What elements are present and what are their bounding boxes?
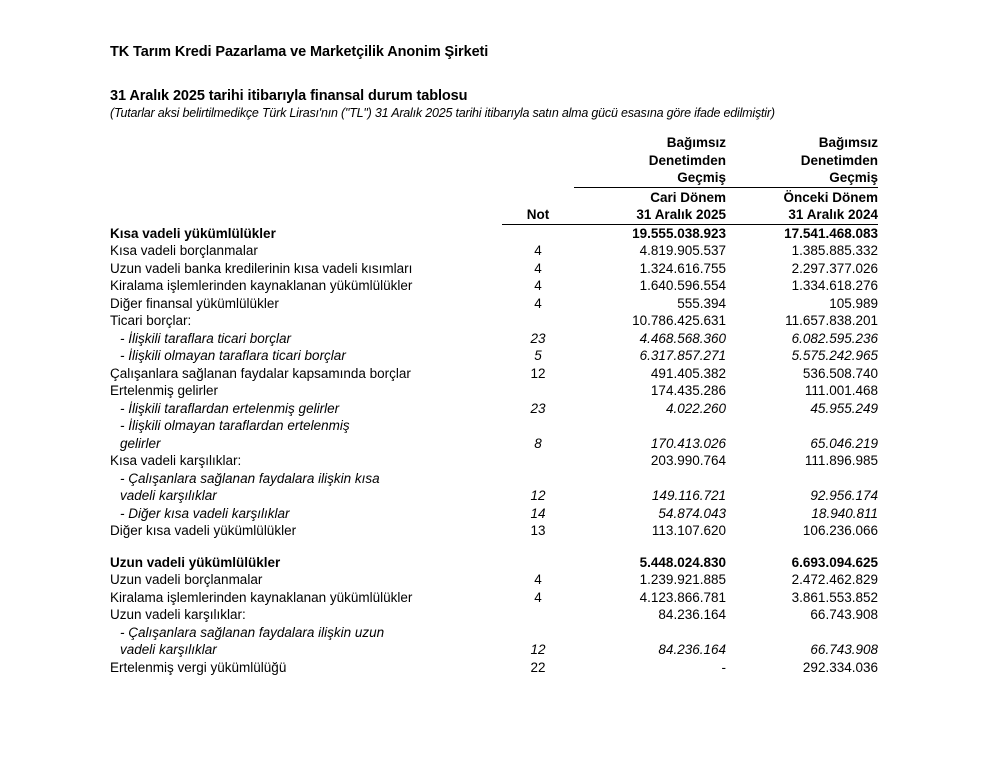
row-label: Uzun vadeli banka kredilerinin kısa vadeli kısımları [110,260,413,276]
header-current-line-4: Cari Dönem [650,189,726,205]
table-row [110,589,878,607]
row-label: - Çalışanlara sağlanan faydalara ilişkin kısa vadeli karşılıklar [120,470,380,503]
row-previous-value: 536.508.740 [802,365,878,381]
row-previous-value: 65.046.219 [810,435,878,451]
header-row-2 [110,152,878,170]
section-total-current: 19.555.038.923 [632,225,726,241]
row-current-value: 4.022.260 [665,400,726,416]
table-row [110,312,878,330]
row-note [502,312,574,330]
row-label: Ticari borçlar: [110,313,192,328]
row-current-value: 84.236.164 [658,607,726,622]
row-label: Uzun vadeli borçlanmalar [110,572,263,587]
row-current-value: 10.786.425.631 [632,313,726,328]
row-current-value: - [721,659,726,675]
row-previous-value: 292.334.036 [802,659,878,675]
row-label: Uzun vadeli karşılıklar: [110,607,246,622]
row-previous-value: 45.955.249 [810,400,878,416]
header-spacer-2 [110,152,502,170]
row-previous-value: 1.334.618.276 [791,278,878,293]
row-previous-value: 106.236.066 [802,523,878,538]
row-note [502,606,574,624]
row-label: Kiralama işlemlerinden kaynaklanan yükümlülükler [110,589,413,605]
row-previous-value: 3.861.553.852 [791,589,878,605]
table-row [110,242,878,260]
row-current-value: 84.236.164 [658,642,726,657]
header-spacer-note-2 [502,152,574,170]
table-row [110,400,878,418]
row-label: Kiralama işlemlerinden kaynaklanan yükümlülükler [110,278,413,293]
row-previous-value: 1.385.885.332 [791,243,878,258]
row-note: 5 [534,348,542,363]
row-current-value: 6.317.857.271 [639,348,726,363]
row-note: 8 [534,435,542,451]
row-previous-value: 18.940.811 [811,505,878,521]
row-previous-value: 66.743.908 [810,642,878,657]
row-previous-value: 2.297.377.026 [791,260,878,276]
section-total-previous: 6.693.094.625 [791,554,878,570]
row-previous-value: 92.956.174 [810,488,878,503]
header-previous-line-4: Önceki Dönem [783,189,878,205]
header-current-line-1: Bağımsız [666,135,726,150]
row-label: Kısa vadeli karşılıklar: [110,453,242,468]
section-note [502,554,574,572]
section-note [502,224,574,242]
row-current-value: 4.819.905.537 [639,243,726,258]
row-current-value: 555.394 [677,295,726,311]
row-previous-value: 111.896.985 [804,453,878,468]
header-previous-line-5: 31 Aralık 2024 [726,206,878,224]
row-previous-value: 66.743.908 [810,607,878,622]
table-row [110,659,878,677]
row-previous-value: 5.575.242.965 [791,348,878,363]
table-row [110,571,878,589]
table-row [110,382,878,400]
row-previous-value: 105.989 [829,295,878,311]
row-previous-value: 111.001.468 [804,383,878,398]
row-label: Diğer finansal yükümlülükler [110,295,279,311]
header-row-3 [110,169,878,187]
table-body [110,224,878,676]
row-current-value: 203.990.764 [650,453,726,468]
row-current-value: 4.123.866.781 [639,589,726,605]
table-row [110,295,878,313]
row-note: 4 [534,243,542,258]
row-previous-value: 11.657.838.201 [785,313,878,328]
section-total-previous: 17.541.468.083 [784,225,878,241]
row-note: 22 [530,659,546,675]
header-previous-line-3: Geçmiş [726,169,878,187]
row-note: 14 [530,505,546,521]
row-note: 12 [530,488,546,503]
header-spacer [110,134,502,152]
row-label: Çalışanlara sağlanan faydalar kapsamında borçlar [110,365,411,381]
row-current-value: 491.405.382 [650,365,726,381]
row-label: - İlişkili taraflara ticari borçlar [120,330,292,346]
row-note: 23 [530,330,546,346]
header-current-line-2: Denetimden [648,152,726,168]
table-row [110,606,878,624]
header-previous-line-2: Denetimden [800,152,878,168]
section-title: Kısa vadeli yükümlülükler [110,225,276,241]
financial-position-table [110,134,878,676]
section-total-row [110,554,878,572]
header-spacer-5 [110,206,502,224]
row-note: 4 [534,278,542,293]
header-spacer-4 [110,187,502,206]
row-current-value: 1.640.596.554 [639,278,726,293]
row-note: 4 [534,295,542,311]
table-row [110,470,878,505]
row-previous-value: 6.082.595.236 [791,330,878,346]
row-note: 13 [530,523,546,538]
section-total-row [110,224,878,242]
table-row [110,452,878,470]
row-previous-value: 2.472.462.829 [791,572,878,587]
row-note: 12 [530,642,546,657]
row-current-value: 113.107.620 [651,523,726,538]
table-header-group [110,134,878,224]
table-row [110,417,878,452]
row-note [502,382,574,400]
table-row [110,624,878,659]
table-row [110,347,878,365]
row-label: - İlişkili taraflardan ertelenmiş gelirler [120,400,340,416]
header-previous-line-1: Bağımsız [818,135,878,150]
table-row [110,330,878,348]
row-current-value: 170.413.026 [650,435,726,451]
row-label: Kısa vadeli borçlanmalar [110,243,258,258]
section-gap [110,540,878,554]
row-note: 4 [534,589,542,605]
header-spacer-3 [110,169,502,187]
row-note: 12 [530,365,546,381]
row-label: Ertelenmiş gelirler [110,383,219,398]
header-row-4 [110,187,878,206]
row-label: - İlişkili olmayan taraflardan ertelenmiş gelirler [120,418,350,451]
row-label: Diğer kısa vadeli yükümlülükler [110,523,297,538]
table-row [110,365,878,383]
header-note-label: Not [502,206,574,224]
row-current-value: 4.468.568.360 [639,330,726,346]
row-note: 4 [534,572,542,587]
row-current-value: 174.435.286 [650,383,726,398]
section-total-current: 5.448.024.830 [639,554,726,570]
statement-title: 31 Aralık 2025 tarihi itibarıyla finansal durum tablosu [110,88,468,104]
row-label: - Diğer kısa vadeli karşılıklar [120,505,290,521]
header-current-line-5: 31 Aralık 2025 [574,206,726,224]
row-current-value: 1.239.921.885 [639,572,726,587]
table-row [110,505,878,523]
company-name: TK Tarım Kredi Pazarlama ve Marketçilik Anonim Şirketi [110,44,489,60]
row-current-value: 149.116.721 [651,488,726,503]
header-row-1 [110,134,878,152]
row-label: - İlişkili olmayan taraflara ticari borçlar [120,348,346,363]
section-title: Uzun vadeli yükümlülükler [110,554,281,570]
row-label: Ertelenmiş vergi yükümlülüğü [110,659,287,675]
row-note: 4 [534,260,542,276]
header-spacer-note [502,134,574,152]
statement-subtitle: (Tutarlar aksi belirtilmedikçe Türk Lirası'nın ("TL") 31 Aralık 2025 tarihi itibarıyla satın alma gücü esasına göre ifade edilmiştir) [110,106,775,120]
header-spacer-note-4 [502,187,574,206]
row-label: - Çalışanlara sağlanan faydalara ilişkin uzun vadeli karşılıklar [120,624,385,657]
header-row-5 [110,206,878,224]
row-current-value: 54.874.043 [658,505,726,521]
row-note [502,452,574,470]
row-note: 23 [530,400,546,416]
row-current-value: 1.324.616.755 [639,260,726,276]
table-row [110,277,878,295]
table-row [110,522,878,540]
header-current-line-3: Geçmiş [574,169,726,187]
header-spacer-note-3 [502,169,574,187]
table-row [110,260,878,278]
